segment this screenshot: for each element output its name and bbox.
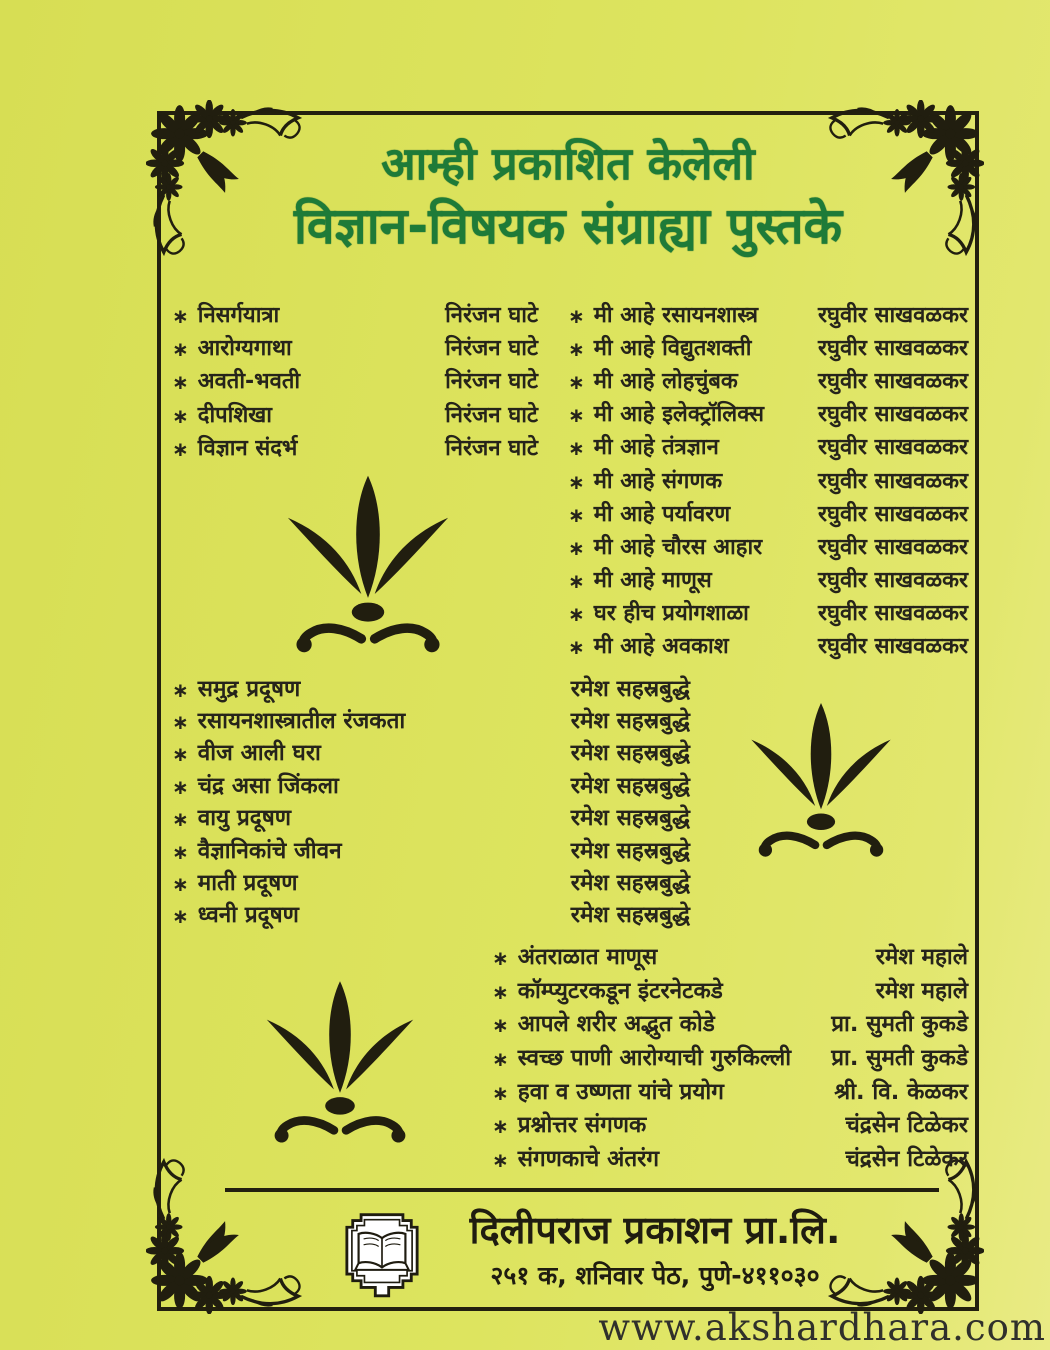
- book-list-misc: [492, 939, 968, 1174]
- title-line-2: विज्ञान-विषयक संग्राह्या पुस्तके: [293, 196, 843, 255]
- fleur-de-lis-ornament-icon: [272, 470, 464, 656]
- book-author: रमेश सहस्रबुद्धे: [570, 740, 690, 767]
- open-book-icon: [336, 1206, 428, 1302]
- book-author: रघुवीर साखवळकर: [818, 468, 968, 494]
- book-author: रघुवीर साखवळकर: [818, 501, 968, 527]
- asterisk-bullet: ∗: [492, 1013, 509, 1038]
- book-title: ∗ मी आहे तंत्रज्ञान: [568, 435, 719, 461]
- book-list-ghate: [172, 297, 538, 464]
- book-title: ∗ मी आहे इलेक्ट्रॉलिक्स: [568, 402, 764, 428]
- book-row: [568, 629, 968, 662]
- book-title: ∗ स्वच्छ पाणी आरोग्याची गुरुकिल्ली: [492, 1045, 792, 1072]
- book-author: रघुवीर साखवळकर: [818, 601, 968, 627]
- book-row: [568, 596, 968, 629]
- book-author: निरंजन घाटे: [445, 336, 538, 362]
- asterisk-bullet: ∗: [172, 403, 189, 428]
- floral-corner-icon: [146, 1146, 314, 1314]
- book-author: प्रा. सुमती कुकडे: [831, 1045, 968, 1072]
- book-row: [172, 297, 538, 330]
- book-row: [172, 431, 538, 464]
- publisher-name: दिलीपराज प्रकाशन प्रा.लि.: [469, 1208, 841, 1252]
- asterisk-bullet: ∗: [568, 403, 585, 428]
- book-row: [172, 865, 690, 897]
- book-author: रमेश सहस्रबुद्धे: [570, 805, 690, 832]
- book-title: ∗ समुद्र प्रदूषण: [172, 675, 301, 702]
- book-title: ∗ मी आहे अवकाश: [568, 634, 729, 660]
- asterisk-bullet: ∗: [568, 469, 585, 494]
- asterisk-bullet: ∗: [492, 1114, 509, 1139]
- asterisk-bullet: ∗: [568, 436, 585, 461]
- book-row: [172, 364, 538, 397]
- asterisk-bullet: ∗: [172, 677, 189, 702]
- book-title: ∗ विज्ञान संदर्भ: [172, 436, 298, 462]
- book-title: ∗ मी आहे माणूस: [568, 568, 712, 594]
- book-row: [172, 898, 690, 930]
- book-title: ∗ वायु प्रदूषण: [172, 805, 292, 832]
- book-title: ∗ मी आहे रसायनशास्त्र: [568, 302, 759, 328]
- book-row: [568, 563, 968, 596]
- book-row: [172, 330, 538, 363]
- asterisk-bullet: ∗: [568, 535, 585, 560]
- book-row: [492, 1141, 968, 1175]
- book-author: रमेश महाले: [875, 977, 968, 1004]
- book-author: श्री. वि. केळकर: [834, 1078, 968, 1105]
- book-row: [568, 529, 968, 562]
- cover-title: [157, 138, 979, 255]
- asterisk-bullet: ∗: [172, 807, 189, 832]
- asterisk-bullet: ∗: [492, 1080, 509, 1105]
- book-row: [492, 1040, 968, 1074]
- book-author: निरंजन घाटे: [445, 369, 538, 395]
- asterisk-bullet: ∗: [172, 303, 189, 328]
- asterisk-bullet: ∗: [568, 369, 585, 394]
- book-row: [492, 939, 968, 973]
- asterisk-bullet: ∗: [568, 602, 585, 627]
- book-author: निरंजन घाटे: [445, 436, 538, 462]
- asterisk-bullet: ∗: [568, 336, 585, 361]
- fleur-de-lis-ornament-icon: [252, 976, 428, 1146]
- book-author: रमेश सहस्रबुद्धे: [570, 675, 690, 702]
- asterisk-bullet: ∗: [492, 1147, 509, 1172]
- book-author: रघुवीर साखवळकर: [818, 634, 968, 660]
- asterisk-bullet: ∗: [172, 742, 189, 767]
- book-title: ∗ मी आहे विद्युतशक्ती: [568, 335, 752, 361]
- asterisk-bullet: ∗: [172, 904, 189, 929]
- book-row: [172, 736, 690, 768]
- book-row: [172, 833, 690, 865]
- fleur-de-lis-ornament-icon: [738, 698, 904, 860]
- asterisk-bullet: ∗: [172, 370, 189, 395]
- book-title: ∗ अंतराळात माणूस: [492, 944, 658, 971]
- book-author: निरंजन घाटे: [445, 402, 538, 428]
- book-title: ∗ चंद्र असा जिंकला: [172, 772, 339, 799]
- book-row: [492, 1073, 968, 1107]
- book-author: रमेश सहस्रबुद्धे: [570, 772, 690, 799]
- book-row: [568, 297, 968, 330]
- book-title: ∗ मी आहे लोहचुंबक: [568, 368, 738, 394]
- asterisk-bullet: ∗: [172, 839, 189, 864]
- book-row: [172, 671, 690, 703]
- book-author: प्रा. सुमती कुकडे: [831, 1011, 968, 1038]
- asterisk-bullet: ∗: [172, 774, 189, 799]
- watermark-url: www.akshardhara.com: [598, 1306, 1046, 1349]
- book-title: ∗ मी आहे चौरस आहार: [568, 534, 763, 560]
- book-author: रघुवीर साखवळकर: [818, 368, 968, 394]
- publisher-block: [430, 1208, 880, 1292]
- book-title: ∗ वैज्ञानिकांचे जीवन: [172, 837, 342, 864]
- book-row: [568, 496, 968, 529]
- book-author: रघुवीर साखवळकर: [818, 302, 968, 328]
- book-row: [492, 1006, 968, 1040]
- book-row: [172, 768, 690, 800]
- book-author: चंद्रसेन टिळेकर: [845, 1112, 968, 1139]
- book-row: [492, 973, 968, 1007]
- asterisk-bullet: ∗: [172, 872, 189, 897]
- asterisk-bullet: ∗: [492, 1047, 509, 1072]
- book-title: ∗ मी आहे पर्यावरण: [568, 501, 731, 527]
- book-title: ∗ अवती-भवती: [172, 369, 301, 395]
- asterisk-bullet: ∗: [172, 710, 189, 735]
- book-row: [172, 703, 690, 735]
- book-row: [568, 397, 968, 430]
- asterisk-bullet: ∗: [568, 303, 585, 328]
- book-author: रघुवीर साखवळकर: [818, 568, 968, 594]
- book-row: [492, 1107, 968, 1141]
- book-list-sahasrabuddhe: [172, 671, 690, 930]
- horizontal-divider: [225, 1188, 939, 1192]
- book-title: ∗ ध्वनी प्रदूषण: [172, 902, 299, 929]
- book-row: [568, 363, 968, 396]
- asterisk-bullet: ∗: [492, 946, 509, 971]
- book-author: चंद्रसेन टिळेकर: [845, 1145, 968, 1172]
- title-line-1: आम्ही प्रकाशित केलेली: [381, 137, 755, 190]
- book-author: रघुवीर साखवळकर: [818, 402, 968, 428]
- book-title: ∗ संगणकाचे अंतरंग: [492, 1145, 660, 1172]
- book-author: रमेश सहस्रबुद्धे: [570, 837, 690, 864]
- book-author: रमेश सहस्रबुद्धे: [570, 870, 690, 897]
- book-title: ∗ कॉम्प्युटरकडून इंटरनेटकडे: [492, 977, 723, 1004]
- book-row: [568, 463, 968, 496]
- book-author: रमेश महाले: [875, 944, 968, 971]
- book-author: रघुवीर साखवळकर: [818, 335, 968, 361]
- book-title: ∗ आरोग्यगाथा: [172, 336, 292, 362]
- book-title: ∗ वीज आली घरा: [172, 740, 321, 767]
- asterisk-bullet: ∗: [568, 569, 585, 594]
- asterisk-bullet: ∗: [492, 979, 509, 1004]
- asterisk-bullet: ∗: [172, 437, 189, 462]
- book-title: ∗ घर हीच प्रयोगशाळा: [568, 601, 749, 627]
- asterisk-bullet: ∗: [568, 635, 585, 660]
- book-row: [568, 330, 968, 363]
- book-row: [172, 397, 538, 430]
- book-title: ∗ माती प्रदूषण: [172, 870, 298, 897]
- book-title: ∗ रसायनशास्त्रातील रंजकता: [172, 708, 406, 735]
- book-author: निरंजन घाटे: [445, 302, 538, 328]
- publisher-address: २५१ क, शनिवार पेठ, पुणे-४११०३०: [490, 1260, 820, 1290]
- asterisk-bullet: ∗: [568, 502, 585, 527]
- book-author: रघुवीर साखवळकर: [818, 435, 968, 461]
- book-title: ∗ प्रश्नोत्तर संगणक: [492, 1112, 647, 1139]
- book-row: [568, 430, 968, 463]
- book-title: ∗ मी आहे संगणक: [568, 468, 723, 494]
- book-author: रमेश सहस्रबुद्धे: [570, 708, 690, 735]
- book-title: ∗ निसर्गयात्रा: [172, 302, 280, 328]
- book-list-sakhwalkar: [568, 297, 968, 662]
- book-row: [172, 801, 690, 833]
- asterisk-bullet: ∗: [172, 337, 189, 362]
- book-title: ∗ हवा व उष्णता यांचे प्रयोग: [492, 1078, 724, 1105]
- book-title: ∗ आपले शरीर अद्भुत कोडे: [492, 1011, 715, 1038]
- book-author: रमेश सहस्रबुद्धे: [570, 902, 690, 929]
- book-author: रघुवीर साखवळकर: [818, 534, 968, 560]
- book-title: ∗ दीपशिखा: [172, 402, 272, 428]
